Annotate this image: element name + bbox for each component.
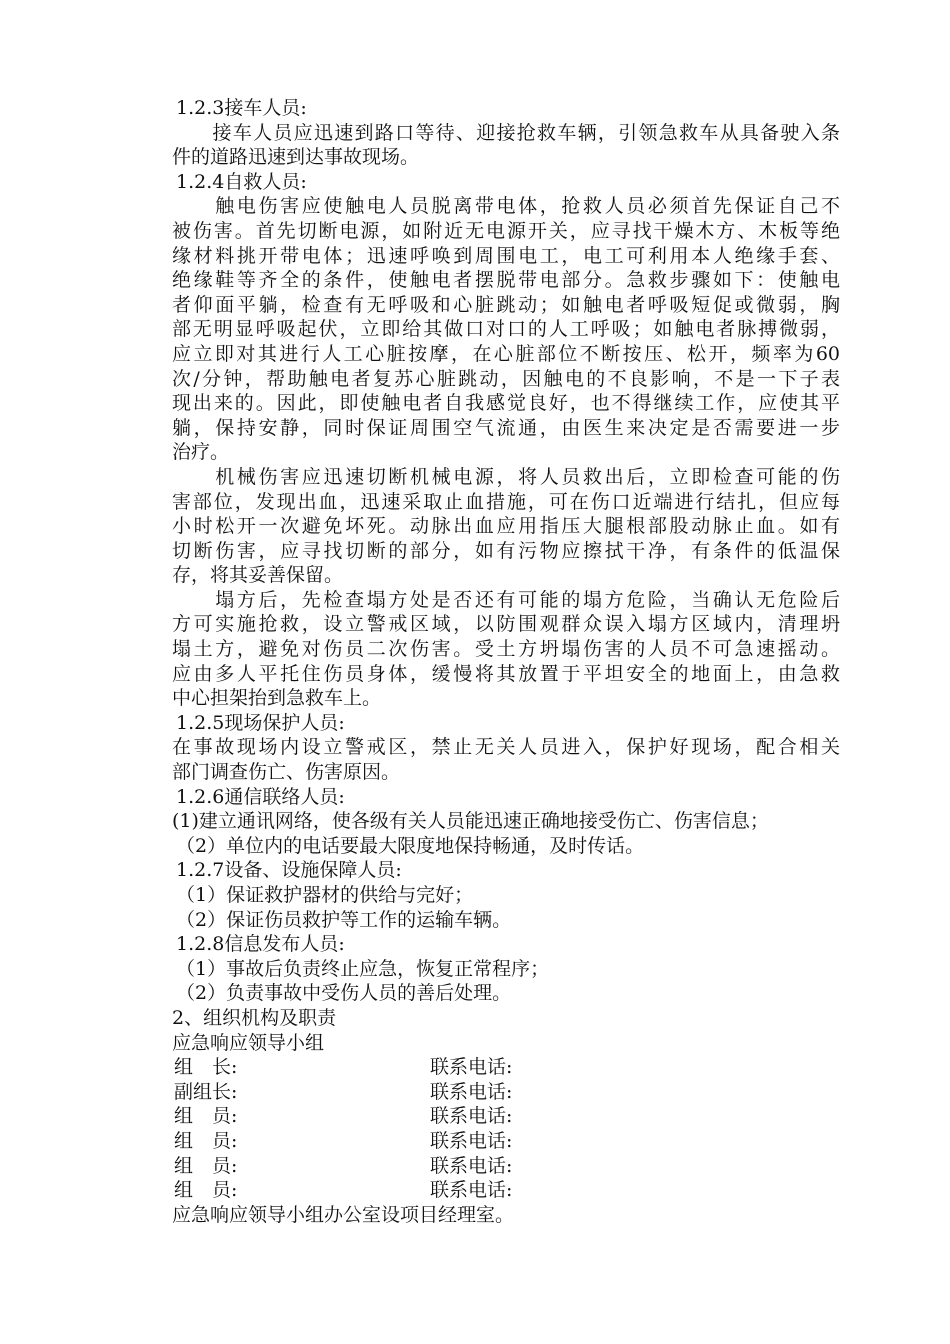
roster-row bbox=[172, 1104, 840, 1129]
text-line: 部门调查伤亡、伤害原因。 bbox=[172, 761, 401, 784]
text-line: 者仰面平躺，检查有无呼吸和心脏跳动；如触电者呼吸短促或微弱，胸 bbox=[172, 293, 840, 316]
roster-role: 副组长: bbox=[174, 1080, 238, 1103]
roster-phone-label: 联系电话: bbox=[430, 1080, 513, 1103]
paragraph-lines bbox=[172, 96, 840, 1055]
text-line: 1.2.3接车人员: bbox=[176, 97, 307, 119]
roster-row bbox=[172, 1080, 840, 1105]
text-line: 1.2.5现场保护人员: bbox=[176, 711, 345, 734]
text-line: 中心担架抬到急救车上。 bbox=[172, 687, 382, 710]
text-line: 接车人员应迅速到路口等待、迎接抢救车辆，引领急救车从具备驶入条 bbox=[172, 121, 840, 144]
roster-role: 组 员: bbox=[174, 1179, 238, 1202]
text-line: 塌方后，先检查塌方处是否还有可能的塌方危险，当确认无危险后 bbox=[172, 588, 840, 611]
text-line: 件的道路迅速到达事故现场。 bbox=[172, 146, 420, 169]
roster-phone-label: 联系电话: bbox=[430, 1056, 513, 1079]
text-line: 应由多人平托住伤员身体，缓慢将其放置于平坦安全的地面上，由急救 bbox=[172, 662, 840, 685]
text-line: （2）负责事故中受伤人员的善后处理。 bbox=[176, 982, 512, 1005]
text-line: （1）事故后负责终止应急，恢复正常程序； bbox=[176, 957, 550, 980]
roster-row bbox=[172, 1055, 840, 1080]
text-line: 被伤害。首先切断电源，如附近无电源开关，应寻找干燥木方、木板等绝 bbox=[172, 219, 840, 242]
text-line: 存，将其妥善保留。 bbox=[172, 564, 344, 587]
text-line: 治疗。 bbox=[172, 441, 230, 464]
text-line: 1.2.7设备、设施保障人员: bbox=[176, 859, 402, 882]
roster-phone-label: 联系电话: bbox=[430, 1154, 513, 1177]
roster-row bbox=[172, 1129, 840, 1154]
text-line: 机械伤害应迅速切断机械电源，将人员救出后，立即检查可能的伤 bbox=[172, 465, 840, 488]
text-line: 缘材料挑开带电体；迅速呼唤到周围电工，电工可利用本人绝缘手套、 bbox=[172, 244, 840, 267]
text-line: 次/分钟，帮助触电者复苏心脏跳动，因触电的不良影响，不是一下子表 bbox=[172, 367, 840, 390]
text-line: 1.2.4自救人员: bbox=[176, 170, 307, 193]
text-line: 在事故现场内设立警戒区，禁止无关人员进入，保护好现场，配合相关 bbox=[172, 736, 840, 759]
text-line: 应立即对其进行人工心脏按摩，在心脏部位不断按压、松开，频率为60 bbox=[172, 342, 840, 365]
text-line: 应急响应领导小组 bbox=[172, 1031, 325, 1054]
roster-phone-label: 联系电话: bbox=[430, 1179, 513, 1202]
leader-group-roster bbox=[172, 1055, 840, 1203]
roster-row bbox=[172, 1154, 840, 1179]
roster-role: 组 员: bbox=[174, 1154, 238, 1177]
text-line: （2）保证伤员救护等工作的运输车辆。 bbox=[176, 908, 512, 931]
text-line: 1.2.8信息发布人员: bbox=[176, 933, 345, 956]
roster-role: 组 长: bbox=[174, 1056, 238, 1079]
office-note: 应急响应领导小组办公室设项目经理室。 bbox=[172, 1203, 515, 1226]
text-line: 绝缘鞋等齐全的条件，使触电者摆脱带电部分。急救步骤如下：使触电 bbox=[172, 269, 840, 292]
roster-row bbox=[172, 1178, 840, 1203]
text-line: 1.2.6通信联络人员: bbox=[176, 785, 345, 808]
text-line: 躺，保持安静，同时保证周围空气流通，由医生来决定是否需要进一步 bbox=[172, 416, 840, 439]
text-line: 小时松开一次避免坏死。动脉出血应用指压大腿根部股动脉止血。如有 bbox=[172, 515, 840, 538]
text-line: 触电伤害应使触电人员脱离带电体，抢救人员必须首先保证自己不 bbox=[172, 195, 840, 218]
roster-phone-label: 联系电话: bbox=[430, 1105, 513, 1128]
text-line: （1）保证救护器材的供给与完好； bbox=[176, 884, 474, 906]
text-line: 2、组织机构及职责 bbox=[172, 1006, 337, 1029]
text-line: 害部位，发现出血，迅速采取止血措施，可在伤口近端进行结扎，但应每 bbox=[172, 490, 840, 513]
roster-role: 组 员: bbox=[174, 1129, 238, 1152]
document-body bbox=[172, 96, 840, 1227]
text-line: 方可实施抢救，设立警戒区域，以防围观群众误入塌方区域内，清理坍 bbox=[172, 613, 840, 636]
text-line: （2）单位内的电话要最大限度地保持畅通，及时传话。 bbox=[176, 834, 645, 857]
text-line: 切断伤害，应寻找切断的部分，如有污物应擦拭干净，有条件的低温保 bbox=[172, 539, 840, 562]
roster-phone-label: 联系电话: bbox=[430, 1129, 513, 1152]
text-line: 部无明显呼吸起伏，立即给其做口对口的人工呼吸；如触电者脉搏微弱， bbox=[172, 318, 840, 341]
text-line: 现出来的。因此，即使触电者自我感觉良好，也不得继续工作，应使其平 bbox=[172, 392, 840, 415]
text-line: (1)建立通讯网络，使各级有关人员能迅速正确地接受伤亡、伤害信息； bbox=[172, 810, 769, 833]
roster-role: 组 员: bbox=[174, 1105, 238, 1128]
text-line: 塌土方，避免对伤员二次伤害。受土方坍塌伤害的人员不可急速摇动。 bbox=[172, 638, 840, 661]
